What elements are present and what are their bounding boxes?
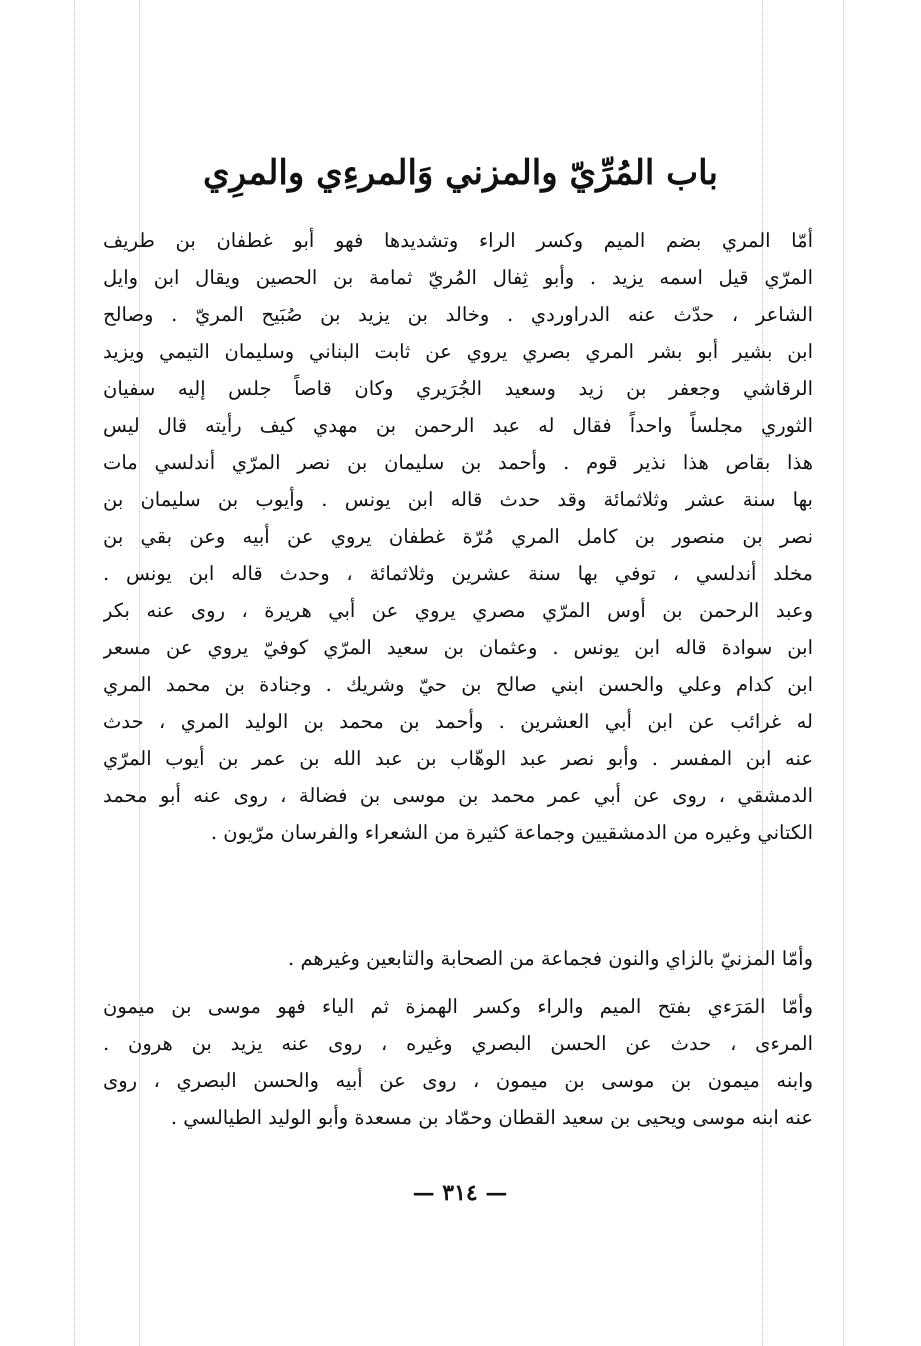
text-line: ابن سوادة قاله ابن يونس . وعثمان بن سعيد المرّي كوفيّ يروي عن مسعر — [103, 636, 813, 659]
text-line: عنه ابن المفسر . وأبو نصر عبد الوهّاب بن عبد الله بن عمر بن أيوب المرّي — [103, 747, 813, 770]
text-line: أمّا المري بضم الميم وكسر الراء وتشديدها فهو أبو غطفان بن طريف — [103, 229, 813, 252]
text-line: الكتاني وغيره من الدمشقيين وجماعة كثيرة من الشعراء والفرسان مرّيون . — [210, 821, 813, 844]
text-line: وابنه ميمون بن موسى بن ميمون ، روى عن أبيه والحسن البصري ، روى — [103, 1069, 813, 1092]
text-line: بها سنة عشر وثلاثمائة وقد حدث قاله ابن يونس . وأيوب بن سليمان بن — [103, 488, 813, 511]
text-line: الثوري مجلساً واحداً فقال له عبد الرحمن بن مهدي كيف رأيته قال ليس — [103, 414, 813, 437]
paragraph-maraii — [103, 988, 813, 1136]
text-line: له غرائب عن ابن أبي العشرين . وأحمد بن محمد بن الوليد المري ، حدث — [103, 710, 813, 733]
text-line: وعبد الرحمن بن أوس المرّي مصري يروي عن أبي هريرة ، روى عنه بكر — [103, 599, 813, 622]
text-line: ابن بشير أبو بشر المري بصري يروي عن ثابت البناني وسليمان التيمي ويزيد — [103, 340, 813, 363]
text-line: وأمّا المزنيّ بالزاي والنون فجماعة من الصحابة والتابعين وغيرهم . — [288, 947, 813, 970]
text-line: عنه ابنه موسى ويحيى بن سعيد القطان وحمّاد بن مسعدة وأبو الوليد الطيالسي . — [170, 1106, 813, 1129]
text-line: الشاعر ، حدّث عنه الدراوردي . وخالد بن يزيد بن صُبَيح المريّ . وصالح — [103, 303, 813, 326]
paragraph-murri — [103, 222, 813, 851]
text-line: ابن كدام وعلي والحسن ابني صالح بن حيّ وشريك . وجنادة بن محمد المري — [103, 673, 813, 696]
text-line: المرّي قيل اسمه يزيد . وأبو ثِفال المُريّ ثمامة بن الحصين ويقال ابن وايل — [103, 266, 813, 289]
text-line: هذا بقاص هذا نذير قوم . وأحمد بن سليمان بن نصر المرّي أندلسي مات — [103, 451, 813, 474]
paragraph-muzani — [103, 940, 813, 977]
text-line: نصر بن منصور بن كامل المري مُرّة غطفان يروي عن أبيه وعن بقي بن — [103, 525, 813, 548]
scan-guide-line — [74, 0, 75, 1346]
text-line: مخلد أندلسي ، توفي بها سنة عشرين وثلاثمائة ، وحدث قاله ابن يونس . — [103, 562, 813, 585]
page-title: باب المُرِّيّ والمزني وَالمرءِي والمرِي — [203, 153, 718, 193]
text-line: الدمشقي ، روى عن أبي عمر محمد بن موسى بن فضالة ، روى عنه أبو محمد — [103, 784, 813, 807]
text-line: وأمّا المَرَءي بفتح الميم والراء وكسر الهمزة ثم الياء فهو موسى بن ميمون — [103, 995, 813, 1018]
scan-guide-line — [843, 0, 844, 1346]
text-line: المرءى ، حدث عن الحسن البصري وغيره ، روى عنه يزيد بن هرون . — [103, 1032, 813, 1055]
text-line: الرقاشي وجعفر بن زيد وسعيد الجُرَيري وكان قاصاً جلس إليه سفيان — [103, 377, 813, 400]
page-number: — ٣١٤ — — [412, 1180, 508, 1206]
